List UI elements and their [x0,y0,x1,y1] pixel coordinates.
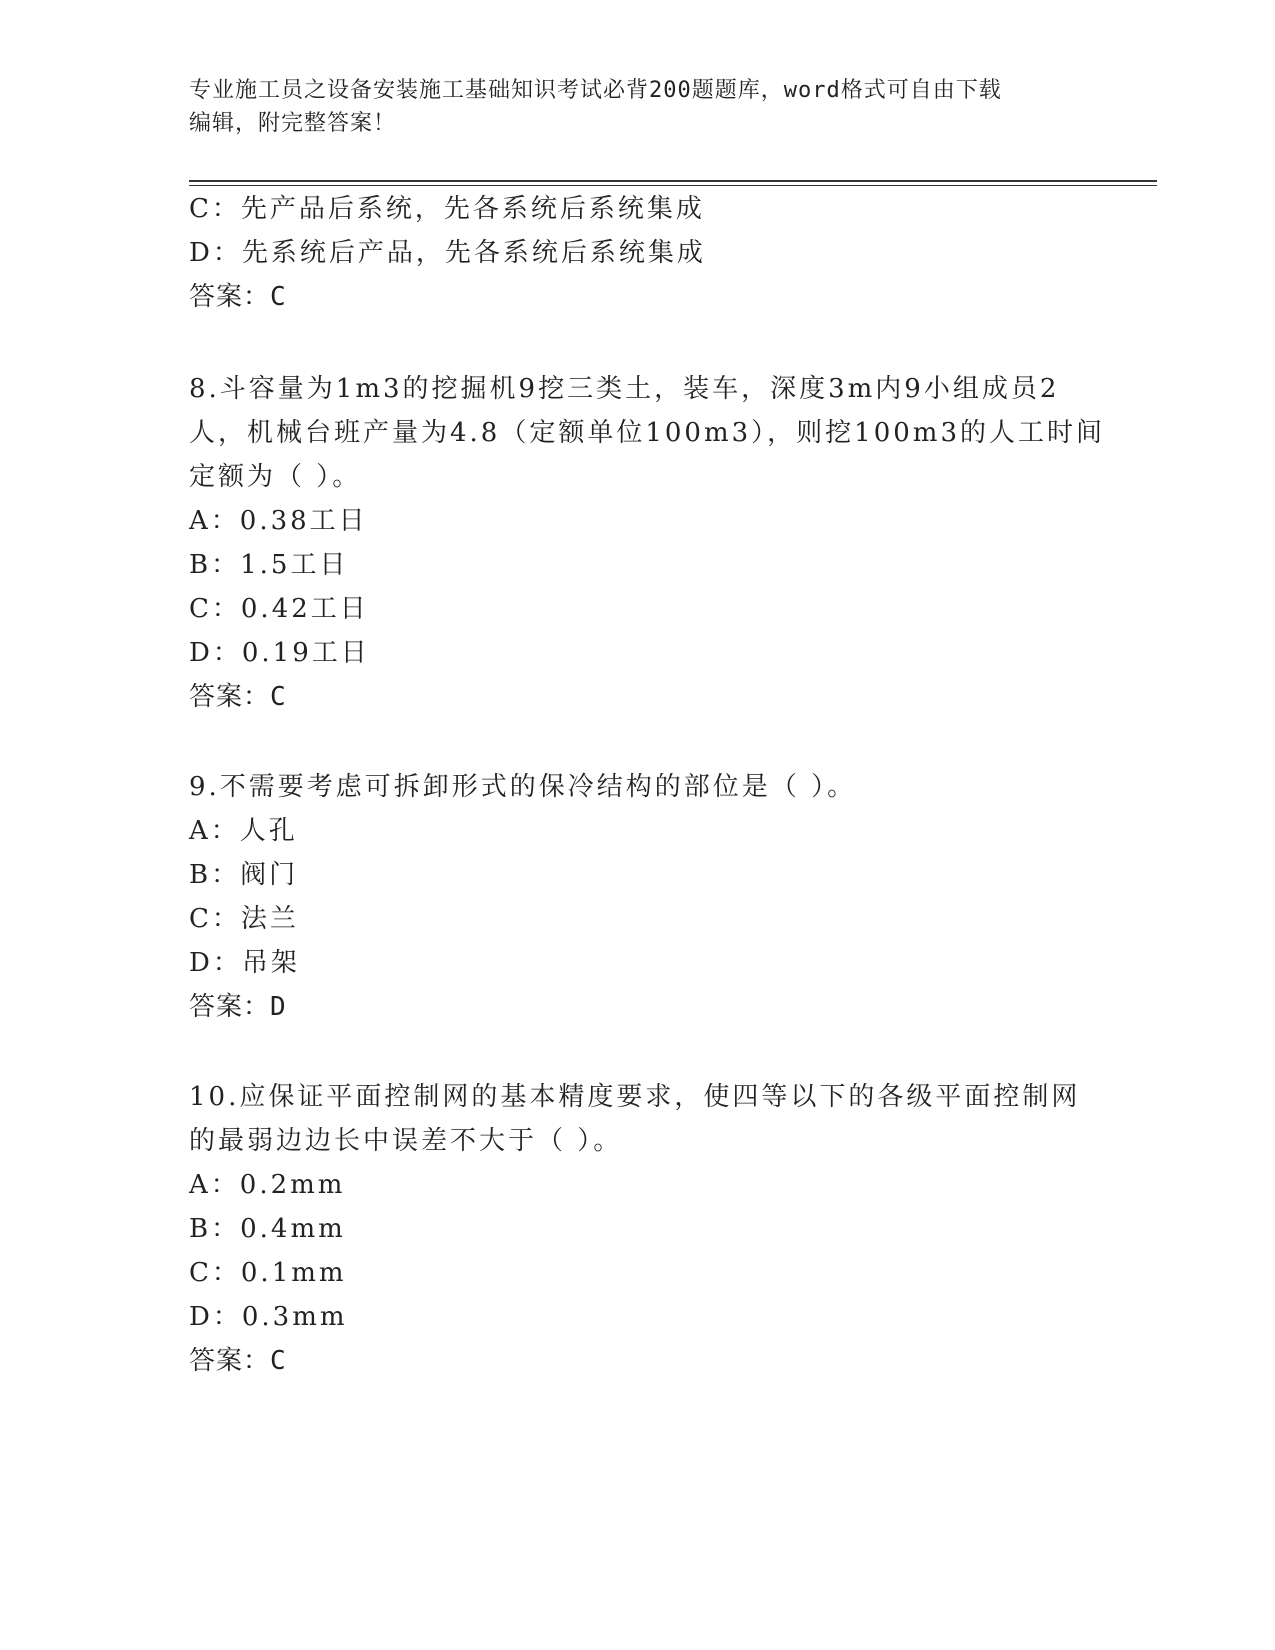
header-title-line-2: 编辑，附完整答案！ [189,111,397,136]
header-divider-thin [189,185,1157,186]
q9-option-b: B：阀门 [189,860,299,890]
q10-option-a: A：0.2mm [189,1170,346,1200]
q9-answer: 答案：D [189,992,287,1022]
q10-answer: 答案：C [189,1346,287,1376]
document-header [189,74,1069,140]
q7-option-d: D：先系统后产品，先各系统后系统集成 [189,238,706,268]
q8-option-c: C：0.42工日 [189,594,369,624]
header-divider-thick [189,180,1157,182]
q8-stem-line-2: 人，机械台班产量为4.8（定额单位100m3），则挖100m3的人工时间 [189,418,1105,448]
q10-stem-line-2: 的最弱边边长中误差不大于（ ）。 [189,1126,623,1156]
header-title-line-1: 专业施工员之设备安装施工基础知识考试必背200题题库，word格式可自由下载 [189,78,1002,103]
q10-option-c: C：0.1mm [189,1258,347,1288]
q8-stem-line-1: 8.斗容量为1m3的挖掘机9挖三类土，装车，深度3m内9小组成员2 [189,374,1060,404]
q8-answer: 答案：C [189,682,287,712]
q8-stem-line-3: 定额为（ ）。 [189,462,362,492]
q8-option-b: B：1.5工日 [189,550,349,580]
q9-option-d: D：吊架 [189,948,300,978]
q10-stem-line-1: 10.应保证平面控制网的基本精度要求，使四等以下的各级平面控制网 [189,1082,1081,1112]
q9-option-c: C：法兰 [189,904,299,934]
q8-option-d: D：0.19工日 [189,638,370,668]
q9-option-a: A：人孔 [189,816,298,846]
q9-stem-line-1: 9.不需要考虑可拆卸形式的保冷结构的部位是（ ）。 [189,772,857,802]
q8-option-a: A：0.38工日 [189,506,368,536]
q10-option-d: D：0.3mm [189,1302,348,1332]
q7-option-c: C：先产品后系统，先各系统后系统集成 [189,194,705,224]
q7-answer: 答案：C [189,282,287,312]
q10-option-b: B：0.4mm [189,1214,346,1244]
